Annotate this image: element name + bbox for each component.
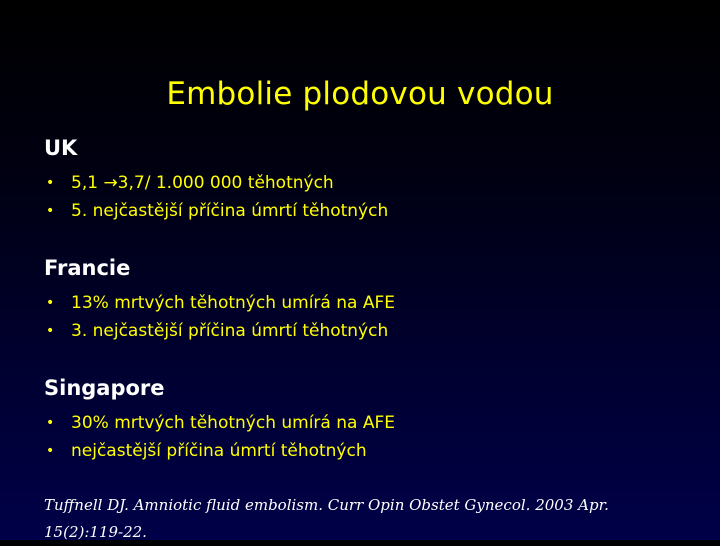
bullet-dot-icon: • [46, 443, 55, 459]
bullet-item [44, 289, 684, 317]
bullet-text: nejčastější příčina úmrtí těhotných [71, 441, 367, 461]
bullet-item [44, 197, 684, 225]
section-heading-uk: UK [44, 136, 78, 160]
bullet-dot-icon: • [46, 415, 55, 431]
reference-line-1: Tuffnell DJ. Amniotic fluid embolism. Curr Opin Obstet Gynecol. 2003 Apr. [44, 496, 609, 514]
bullet-text: 13% mrtvých těhotných umírá na AFE [71, 293, 395, 313]
section-singapore [44, 375, 684, 465]
reference-citation [44, 492, 684, 546]
bullet-dot-icon: • [46, 323, 55, 339]
bullet-list-francie [44, 289, 684, 345]
section-francie [44, 255, 684, 345]
bullet-item [44, 409, 684, 437]
bullet-text: 3. nejčastější příčina úmrtí těhotných [71, 321, 389, 341]
bullet-item [44, 317, 684, 345]
section-heading-francie: Francie [44, 256, 131, 280]
bullet-item [44, 169, 684, 197]
section-uk [44, 135, 684, 225]
bullet-item [44, 437, 684, 465]
bullet-list-uk [44, 169, 684, 225]
slide-title: Embolie plodovou vodou [166, 76, 554, 112]
bullet-dot-icon: • [46, 175, 55, 191]
bullet-dot-icon: • [46, 295, 55, 311]
bullet-dot-icon: • [46, 203, 55, 219]
bullet-text: 30% mrtvých těhotných umírá na AFE [71, 413, 395, 433]
reference-line-2: 15(2):119-22. [44, 523, 147, 541]
bullet-list-singapore [44, 409, 684, 465]
bullet-text: 5. nejčastější příčina úmrtí těhotných [71, 201, 389, 221]
bullet-text: 5,1 →3,7/ 1.000 000 těhotných [71, 173, 334, 193]
section-heading-singapore: Singapore [44, 376, 165, 400]
